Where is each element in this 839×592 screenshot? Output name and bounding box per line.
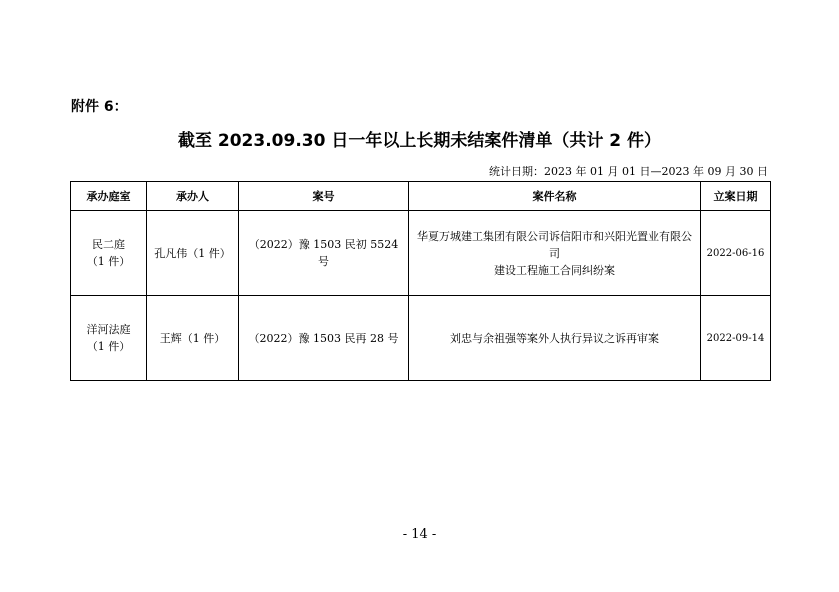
case-name-cell [409,296,701,381]
attachment-label: 附件 6： [71,99,128,115]
court-cell [71,211,147,296]
header-case-number: 案号 [239,182,409,211]
judge-cell: 王辉（1 件） [147,296,239,381]
case-name-line: 建设工程施工合同纠纷案 [494,263,615,277]
table-row [71,211,771,296]
case-name-line: 刘忠与余祖强等案外人执行异议之诉再审案 [450,331,659,345]
case-name-cell [409,211,701,296]
statistics-date: 统计日期：2023 年 01 月 01 日—2023 年 09 月 30 日 [489,165,768,178]
cases-table [70,181,771,381]
header-filing-date: 立案日期 [701,182,771,211]
court-cell [71,296,147,381]
judge-cell: 孔凡伟（1 件） [147,211,239,296]
court-name: 民二庭 [92,238,125,251]
header-judge: 承办人 [147,182,239,211]
header-court: 承办庭室 [71,182,147,211]
case-number-cell: （2022）豫 1503 民初 5524 号 [239,211,409,296]
court-name: 洋河法庭 [86,323,131,336]
court-count: （1 件） [86,340,131,353]
case-number-cell: （2022）豫 1503 民再 28 号 [239,296,409,381]
header-case-name: 案件名称 [409,182,701,211]
table-header-row [71,182,771,211]
case-name-line: 华夏万城建工集团有限公司诉信阳市和兴阳光置业有限公司 [417,229,692,260]
court-count: （1 件） [86,255,131,268]
filing-date-cell: 2022-09-14 [701,296,771,381]
table-row [71,296,771,381]
page-number: - 14 - [402,527,437,542]
filing-date-cell: 2022-06-16 [701,211,771,296]
document-title: 截至 2023.09.30 日一年以上长期未结案件清单（共计 2 件） [177,131,662,151]
